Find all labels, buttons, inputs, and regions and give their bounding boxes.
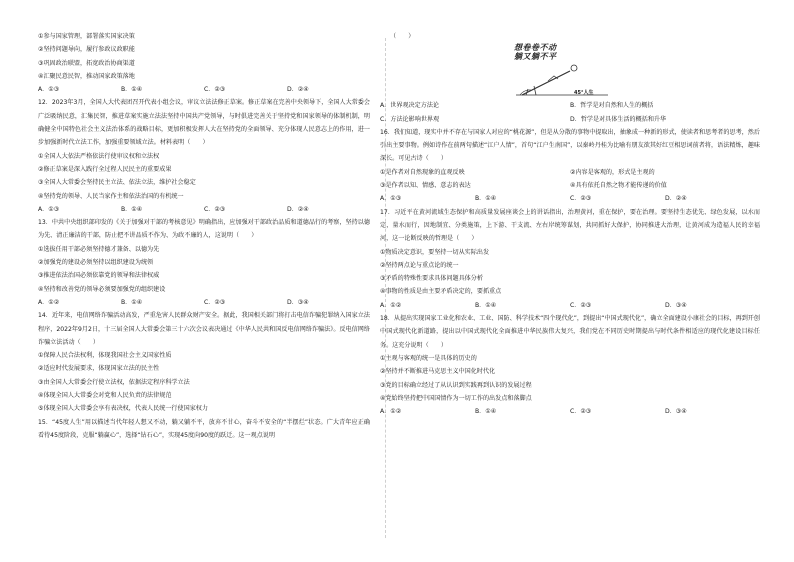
q16-item-3: ③是作者以知、情感、意志的表达 [380,182,471,190]
q12-item-2: ②修正草案是深入践行全过程人民民主的重要成果 [38,165,172,173]
left-column [38,30,370,442]
q14-item-3: ③由全国人大常委会行使立法权，依据法定程序科学立法 [38,378,190,386]
q17-item-4: ④事物的性质是由主要矛盾决定的，要抓重点 [380,288,502,296]
q18-item-4: ④党始终坚持把中国国情作为一切工作的出发点和落脚点 [380,394,532,402]
q18-option-a[interactable]: A．①② [380,408,402,416]
q16-stem: 16．我们知道，现实中并不存在与国家人对应的“桃花源”，但是从分散的事物中提取出，抽象成一种新的形式，使读者和思考者的思考，然后引出主要事物。例如诗作在前两句描述“江户人情”，首句“江户生南国”，以秦岭丹桂为比喻有朋友欲其好红豆相思词前者将，语法精炼，趣味深长。可见古诗（ ） [380,128,760,163]
q17-option-a[interactable]: A．①② [380,301,402,309]
q14-stem: 14．近年来，电信网络诈骗活动高发，严重危害人民群众财产安全。据此，我国相关部门将打击电信诈骗犯罪纳入国家立法程序，2022年9月2日，十三届全国人大常委会第三十六次会议表决通过《中华人民共和国反电信网络诈骗法》。反电信网络诈骗立法活动（ ） [38,312,370,346]
q15-stem: 15．“45度人生”用以描述当代年轻人想又不动，躺又躺不平，放弃不甘心，奋斗不安全的“半摆烂”状态。广大青年应正确看待45度阶段，克服“躺赢心”，选择“钻石心”，实现45度向90度的跃迁。这一观点说明 [38,418,370,439]
q14-item-5: ⑤体现全国人大常委会享有表决权，代表人民统一行使国家权力 [38,405,208,413]
q13-option-d[interactable]: D．③④ [287,298,309,306]
q15-option-d[interactable]: D．哲学是对具体生活的概括和升华 [570,115,667,123]
q11-item-1: ①参与国家管理，部署落实国家决策 [38,33,135,40]
q17-option-b[interactable]: B．①④ [475,301,497,309]
q18-option-d[interactable]: D．③④ [665,408,687,416]
q16-option-c[interactable]: C．②③ [570,195,592,203]
q16-option-b[interactable]: B．①④ [475,195,497,203]
q13-option-b[interactable]: B．①④ [121,298,143,306]
q15-options [380,99,760,126]
q12-item-3: ③全国人大常委会坚持民主立法、依法立法，维护社会稳定 [38,179,196,187]
q18-option-c[interactable]: C．②③ [570,408,592,416]
q17-item-2: ②坚持两点论与重点论的统一 [380,261,459,269]
q13-item-2: ②加强党的建设必须坚持以组织建设为统领 [38,259,154,267]
q17-option-c[interactable]: C．②③ [570,301,592,309]
q17-options [380,299,760,312]
cartoon-figure [508,43,618,99]
q17-item-3: ③矛盾的特殊性要求具体问题具体分析 [380,275,483,283]
q13-option-c[interactable]: C．②③ [204,298,226,306]
q11-item-3: ③巩固政治联盟，拓宽政治协商渠道 [38,59,135,67]
q14-item-2: ②适应时代发展要求，体现国家立法的民主性 [38,365,160,373]
q11-option-b[interactable]: B．①④ [121,86,143,94]
q11-item-4: ④汇聚民意民智，推动国家政策落地 [38,72,135,80]
q15-option-a[interactable]: A．世界观决定方法论 [380,102,440,110]
q11-option-d[interactable]: D．②④ [287,86,309,94]
q13-item-3: ③推进依法治国必须依靠党的领导和法律权威 [38,272,160,280]
q11-options [38,83,370,96]
q12-option-d[interactable]: D．②④ [287,205,309,213]
q18-option-b[interactable]: B．①④ [475,408,497,416]
q12-options [38,203,370,216]
q18-item-3: ③党的目标确立经过了从认识到实践再到认识的发展过程 [380,381,532,389]
q16-item-2: ②内容是客观的，形式是主观的 [570,168,655,176]
q14-item-1: ①保障人民合法权利，体现我国社会主义国家性质 [38,352,172,360]
q12-item-1: ①全国人大依法严格依法行使审议权和立法权 [38,152,160,160]
q13-item-1: ①选拔任用干部必须坚持德才兼备、以德为先 [38,245,160,253]
cartoon-title-line-2: 躺又躺不平 [514,52,557,62]
q13-item-4: ④坚持和改善党的领导必须要加强党的组织建设 [38,285,166,293]
cartoon-title-line-1: 想卷卷不动 [514,43,557,53]
q11-item-2: ②坚持问题导向，履行参政议政职能 [38,46,135,54]
q15-answer-blank: （ ） [390,33,415,40]
q15-option-c[interactable]: C．方法论影响世界观 [380,115,440,123]
q18-item-1: ①主观与客观的统一是具体的历史的 [380,354,477,362]
q14-item-4: ④体现全国人大常委会对党和人民负责的法律规范 [38,392,172,400]
q11-option-c[interactable]: C．②③ [204,86,226,94]
right-column [380,30,760,418]
q17-item-1: ①物质决定意识，要坚持一切从实际出发 [380,248,490,256]
reclining-person-illustration [508,43,618,99]
q16-item-1: ①是作者对自然现象的直观反映 [380,168,465,176]
q16-item-4: ④具有依托自然之物才能传递的价值 [570,182,667,190]
q12-option-a[interactable]: A．①③ [38,205,60,213]
q16-options [380,192,760,205]
q17-option-d[interactable]: D．③④ [665,301,687,309]
q12-stem: 12．2023年3月，全国人大代表团召开代表小组会议，审议立法法修正草案。修正草案在完善中央领导下，全国人大常委会广泛吸纳民意，汇集民智，推进草案实施立法法坚持中国共产党领导，与时俱进完善关于坚持党和国家领导的体制机制，明确健全中国特色社会主义法治体系的战略目标，更加积极发挥人大在坚持党的全面领导、充分体现人民意志上的作用，进一步加强新时代立法工作，加强重要领域立法。材料表明（ ） [38,99,370,147]
q17-stem: 17．习近平在黄河流域生态保护和高质量发展座谈会上的讲话指出，治理黄河，重在保护，要在治理。要坚持生态优先、绿色发展，以水而定，量水而行，因地制宜、分类施策，上下游、干支流、左右岸统筹谋划，共同抓好大保护，协同推进大治理，让黄河成为造福人民的幸福河，这一论断反映的哲理是（ ） [380,208,760,243]
q13-options [38,296,370,309]
q18-options [380,405,760,418]
q15-option-b[interactable]: B．哲学是对自然和人生的概括 [570,102,654,110]
q12-item-4: ④坚持党的领导、人民当家作主和依法治国的有机统一 [38,192,184,200]
q18-item-2: ②坚持并不断推进马克思主义中国化时代化 [380,368,496,376]
q11-option-a[interactable]: A．①③ [38,86,60,94]
cartoon-caption: 45°人生 [574,90,594,97]
q13-option-a[interactable]: A．①② [38,298,60,306]
q13-stem: 13．中共中央组织部印发的《关于加强对干部的考核意见》明确指出，应加强对干部政治品质和道德品行的考察，坚持以德为先、清正廉洁的干部，防止把不讲品质不作为、为政不廉的人，这说明（ ） [38,219,370,240]
q16-option-d[interactable]: D．②④ [665,195,687,203]
q16-option-a[interactable]: A．①③ [380,195,402,203]
q18-stem: 18．从提出实现国家工业化和农业、工业、国防、科学技术“四个现代化”，到提出“中国式现代化”，确立全面建设小康社会的目标，再到开创中国式现代化新道路，提出以中国式现代化全面推进中华民族伟大复兴，我们党在不同历史时期提出与时代条件相适应的现代化建设目标任务。这充分说明（ ） [380,315,760,349]
q12-option-c[interactable]: C．②③ [204,205,226,213]
q16-items [380,166,760,193]
q12-option-b[interactable]: B．①④ [121,205,143,213]
